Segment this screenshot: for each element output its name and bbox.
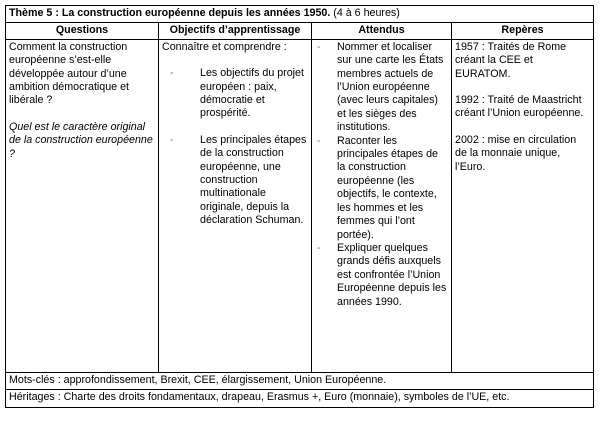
theme-title bbox=[6, 6, 594, 23]
content-row bbox=[6, 39, 594, 372]
heritage-row bbox=[6, 390, 594, 407]
list-item bbox=[315, 242, 448, 309]
landmark-1957: 1957 : Traités de Rome créant la CEE et EURATOM. bbox=[455, 40, 567, 80]
dash-icon: - bbox=[170, 67, 174, 80]
header-objectives: Objectifs d’apprentissage bbox=[159, 23, 312, 39]
objective-text: Les principales étapes de la construction européenne, une construction multinationale originale, depuis la déclaration Schuman. bbox=[200, 133, 307, 227]
list-item bbox=[315, 41, 448, 135]
landmark-1992: 1992 : Traité de Maastricht créant l’Union européenne. bbox=[455, 94, 584, 120]
theme-duration: (4 à 6 heures) bbox=[330, 7, 400, 19]
title-row bbox=[6, 6, 594, 23]
list-item bbox=[162, 134, 308, 228]
questions-cell bbox=[6, 39, 159, 372]
list-item bbox=[315, 135, 448, 242]
dash-icon: - bbox=[317, 241, 321, 254]
header-expected: Attendus bbox=[312, 23, 452, 39]
header-landmarks: Repères bbox=[452, 23, 594, 39]
expected-cell bbox=[312, 39, 452, 372]
list-item bbox=[162, 67, 308, 121]
objective-text: Les objectifs du projet européen : paix, démocratie et prospérité. bbox=[200, 67, 304, 120]
objectives-cell bbox=[159, 39, 312, 372]
expected-text: Expliquer quelques grands défis auxquels est confrontée l’Union Européenne depuis les années 1990. bbox=[337, 241, 447, 308]
main-question: Comment la construction européenne s’est-elle développée autour d’une ambition démocratique et libérale ? bbox=[9, 40, 130, 107]
theme-title-bold: Thème 5 : La construction européenne depuis les années 1950. bbox=[9, 7, 331, 19]
curriculum-table bbox=[5, 5, 594, 408]
landmarks-cell bbox=[452, 39, 594, 372]
heritage: Héritages : Charte des droits fondamentaux, drapeau, Erasmus +, Euro (monnaie), symboles de l’UE, etc. bbox=[6, 390, 594, 407]
expected-list bbox=[315, 41, 448, 309]
header-row bbox=[6, 23, 594, 39]
objectives-intro: Connaître et comprendre : bbox=[162, 40, 287, 53]
keywords: Mots-clés : approfondissement, Brexit, CEE, élargissement, Union Européenne. bbox=[6, 372, 594, 389]
dash-icon: - bbox=[317, 40, 321, 53]
objectives-list bbox=[162, 67, 308, 227]
expected-text: Nommer et localiser sur une carte les États membres actuels de l’Union européenne (avec leurs capitales) et les sièges des institutions. bbox=[337, 40, 444, 134]
dash-icon: - bbox=[317, 134, 321, 147]
expected-text: Raconter les principales étapes de la construction européenne (les objectifs, le contexte, les hommes et les femmes qui l’ont portée). bbox=[337, 134, 439, 241]
dash-icon: - bbox=[170, 133, 174, 146]
header-questions: Questions bbox=[6, 23, 159, 39]
italic-question: Quel est le caractère original de la construction européenne ? bbox=[9, 120, 153, 160]
curriculum-sheet bbox=[5, 5, 593, 408]
keywords-row bbox=[6, 372, 594, 389]
landmark-2002: 2002 : mise en circulation de la monnaie unique, l’Euro. bbox=[455, 133, 577, 173]
